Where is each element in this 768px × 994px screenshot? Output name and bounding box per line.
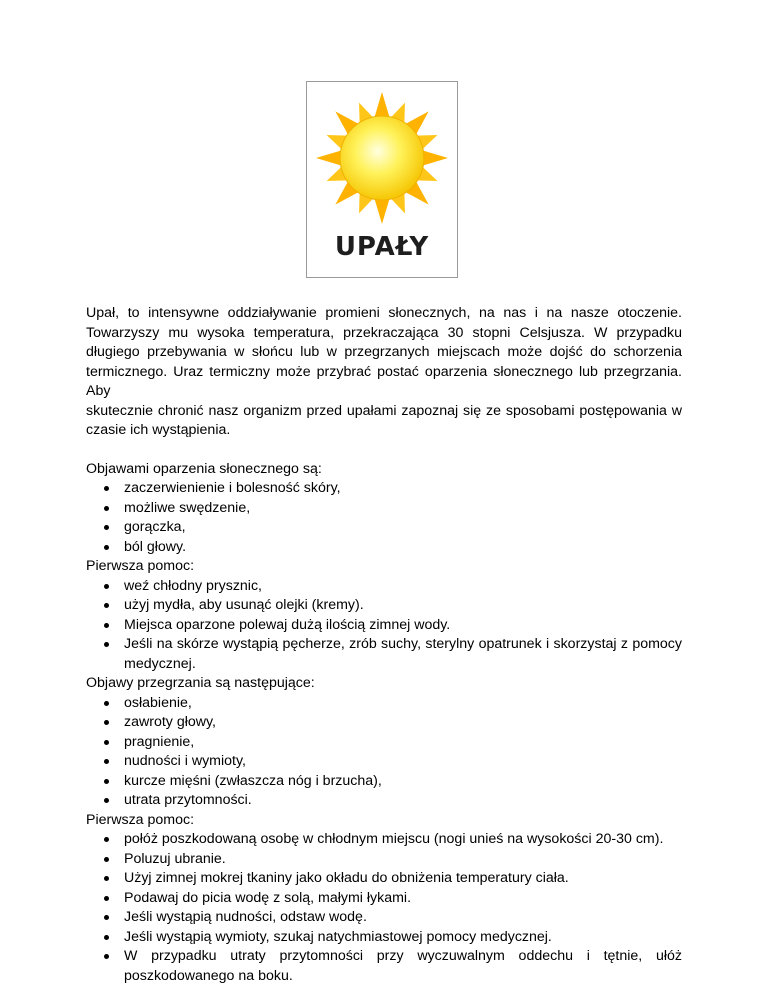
list-item: użyj mydła, aby usunąć olejki (kremy).	[86, 596, 682, 616]
list-item: osłabienie,	[86, 694, 682, 714]
list-item: zaczerwienienie i bolesność skóry,	[86, 479, 682, 499]
list-item: Podawaj do picia wodę z solą, małymi łykami.	[86, 889, 682, 909]
list-item: gorączka,	[86, 518, 682, 538]
list-item: kurcze mięśni (zwłaszcza nóg i brzucha),	[86, 772, 682, 792]
list-item: zawroty głowy,	[86, 713, 682, 733]
list-item-line: medycznej.	[124, 655, 196, 672]
section-heading-first-aid-overheating: Pierwsza pomoc:	[86, 811, 195, 828]
list-item	[86, 635, 682, 674]
sun-ray	[374, 92, 390, 119]
list-item: połóż poszkodowaną osobę w chłodnym miejscu (nogi unieś na wysokości 20-30 cm).	[86, 830, 682, 850]
sunburn-symptoms-list	[86, 479, 682, 557]
upaly-logo	[306, 81, 458, 278]
list-item: weź chłodny prysznic,	[86, 577, 682, 597]
list-item: Poluzuj ubranie.	[86, 850, 682, 870]
intro-line: długiego przebywania w słońcu lub w przegrzanych miejscach może dojść do schorzenia	[86, 344, 682, 360]
list-item	[86, 947, 682, 986]
sun-icon	[315, 88, 449, 228]
overheating-symptoms-list	[86, 694, 682, 811]
section-heading-sunburn-symptoms: Objawami oparzenia słonecznego są:	[86, 460, 322, 477]
intro-line: czasie ich wystąpienia.	[86, 422, 231, 438]
intro-line: Upał, to intensywne oddziaływanie promieni słonecznych, na nas i na nasze otoczenie.	[86, 305, 682, 321]
intro-line: Towarzyszy mu wysoka temperatura, przekraczająca 30 stopni Celsjusza. W przypadku	[86, 324, 682, 341]
intro-line: termicznego. Uraz termiczny może przybrać postać oparzenia słonecznego lub przegrzania. Aby	[86, 363, 682, 399]
sun-ray	[421, 150, 448, 166]
list-item: Jeśli wystąpią wymioty, szukaj natychmiastowej pomocy medycznej.	[86, 928, 682, 948]
document-body	[86, 304, 682, 986]
list-item: Użyj zimnej mokrej tkaniny jako okładu do obniżenia temperatury ciała.	[86, 869, 682, 889]
intro-paragraph	[86, 304, 682, 441]
list-item: ból głowy.	[86, 538, 682, 558]
sun-ray	[374, 197, 390, 224]
list-item: możliwe swędzenie,	[86, 499, 682, 519]
logo-title: UPAŁY	[334, 232, 430, 262]
list-item: Miejsca oparzone polewaj dużą ilością zimnej wody.	[86, 616, 682, 636]
list-item: Jeśli wystąpią nudności, odstaw wodę.	[86, 908, 682, 928]
list-item-line: W przypadku utraty przytomności przy wyczuwalnym oddechu i tętnie, ułóż	[124, 948, 682, 964]
list-item: pragnienie,	[86, 733, 682, 753]
intro-line: skutecznie chronić nasz organizm przed upałami zapoznaj się ze sposobami postępowania w	[86, 402, 682, 419]
sun-ray	[316, 150, 343, 166]
section-heading-first-aid-sunburn: Pierwsza pomoc:	[86, 558, 195, 574]
first-aid-sunburn-list	[86, 577, 682, 675]
list-item: nudności i wymioty,	[86, 752, 682, 772]
list-item-line: Jeśli na skórze wystąpią pęcherze, zrób suchy, sterylny opatrunek i skorzystaj z pomocy	[124, 636, 682, 652]
list-item: utrata przytomności.	[86, 791, 682, 811]
first-aid-overheating-list	[86, 830, 682, 986]
list-item-line: poszkodowanego na boku.	[124, 967, 293, 984]
section-heading-overheating-symptoms: Objawy przegrzania są następujące:	[86, 675, 315, 691]
